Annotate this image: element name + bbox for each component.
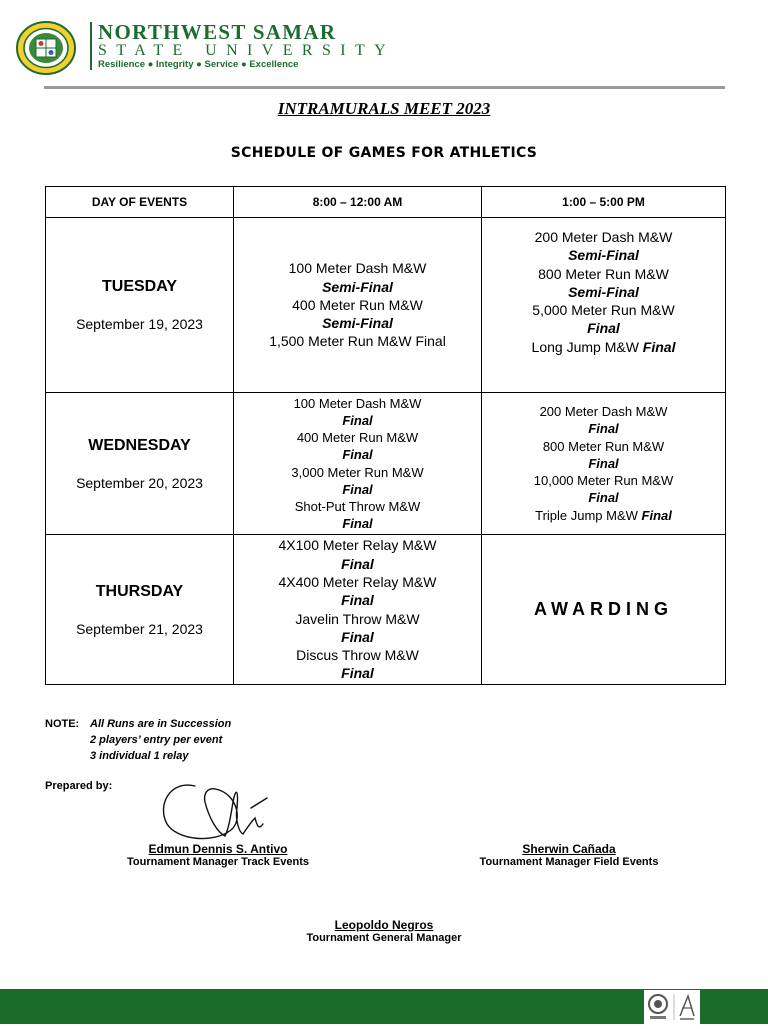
event-line: Javelin Throw M&W — [295, 610, 420, 627]
morning-events-cell — [234, 393, 482, 535]
event-stage: Final — [341, 592, 374, 609]
signatory-role: Tournament Manager Track Events — [127, 856, 309, 868]
event-line — [482, 507, 725, 524]
event-line: 200 Meter Dash M&W — [534, 229, 673, 245]
event-stage: Final — [341, 555, 374, 572]
note-label: NOTE: — [45, 718, 80, 730]
event-line: 800 Meter Run M&W — [538, 265, 669, 282]
event-name: Triple Jump M&W — [535, 507, 638, 523]
prepared-by-label: Prepared by: — [45, 780, 113, 792]
certification-logos — [644, 990, 700, 1024]
morning-events-cell — [234, 535, 482, 685]
event-stage: Final — [588, 490, 619, 506]
day-cell — [46, 535, 234, 685]
day-cell — [46, 393, 234, 535]
event-stage: Final — [641, 507, 672, 523]
event-stage: Final — [342, 447, 373, 463]
table-row — [46, 393, 726, 535]
signatory-field — [458, 842, 680, 868]
awarding-label: AWARDING — [534, 599, 673, 619]
table-row — [46, 535, 726, 685]
header-afternoon: 1:00 – 5:00 PM — [482, 187, 726, 218]
event-stage: Semi-Final — [568, 247, 639, 264]
university-motto: Resilience ● Integrity ● Service ● Excellence — [98, 59, 299, 70]
event-line: 10,000 Meter Run M&W — [533, 473, 674, 489]
event-line — [482, 338, 725, 356]
event-line: Shot-Put Throw M&W — [294, 498, 421, 514]
day-name: WEDNESDAY — [88, 436, 191, 454]
afternoon-events-cell — [482, 393, 726, 535]
event-stage: Final — [588, 455, 619, 471]
day-date: September 19, 2023 — [76, 316, 203, 332]
signatory-name: Leopoldo Negros — [334, 918, 434, 932]
event-line: 400 Meter Run M&W — [292, 296, 423, 313]
event-line: 5,000 Meter Run M&W — [532, 302, 675, 319]
university-seal-logo — [16, 21, 76, 75]
signatory-name: Edmun Dennis S. Antivo — [148, 842, 288, 856]
signatory-track — [108, 842, 328, 868]
morning-events-cell — [234, 218, 482, 393]
header-divider — [90, 22, 92, 70]
signatory-role: Tournament General Manager — [306, 932, 462, 944]
signature-image — [155, 778, 270, 844]
note-line: 3 individual 1 relay — [90, 750, 189, 762]
afternoon-events-cell — [482, 218, 726, 393]
header-morning: 8:00 – 12:00 AM — [234, 187, 482, 218]
header-day: DAY OF EVENTS — [46, 187, 234, 218]
event-line: 1,500 Meter Run M&W Final — [269, 333, 446, 350]
event-stage: Semi-Final — [568, 283, 639, 300]
event-stage: Final — [342, 516, 373, 532]
event-line: 200 Meter Dash M&W — [539, 404, 668, 420]
day-date: September 21, 2023 — [76, 620, 203, 637]
header-rule — [44, 86, 725, 89]
event-stage: Final — [587, 320, 620, 337]
table-header-row — [46, 187, 726, 218]
university-name-block — [98, 22, 398, 71]
note-line: 2 players’ entry per event — [90, 734, 223, 746]
event-stage: Final — [341, 665, 374, 682]
schedule-table — [45, 186, 726, 685]
event-stage: Final — [342, 481, 373, 497]
signatory-role: Tournament Manager Field Events — [479, 856, 659, 868]
event-stage: Semi-Final — [322, 278, 393, 295]
document-title: INTRAMURALS MEET 2023 — [277, 99, 491, 118]
event-line: 3,000 Meter Run M&W — [291, 464, 424, 480]
note-lines — [90, 716, 231, 764]
event-line: 100 Meter Dash M&W — [288, 260, 427, 277]
event-stage: Final — [341, 628, 374, 645]
event-line: 800 Meter Run M&W — [542, 438, 665, 454]
note-block — [45, 716, 232, 762]
day-name: THURSDAY — [95, 582, 184, 600]
afternoon-events-cell — [482, 535, 726, 685]
day-name: TUESDAY — [102, 278, 177, 295]
signatory-name: Sherwin Cañada — [522, 842, 616, 856]
event-stage: Semi-Final — [322, 315, 393, 332]
event-stage: Final — [588, 421, 619, 437]
university-name: NORTHWEST SAMAR — [98, 20, 337, 44]
event-line: Discus Throw M&W — [296, 647, 419, 664]
event-line: 4X400 Meter Relay M&W — [278, 573, 437, 590]
day-date: September 20, 2023 — [76, 474, 203, 491]
document-subtitle: SCHEDULE OF GAMES FOR ATHLETICS — [230, 145, 538, 161]
event-line: 100 Meter Dash M&W — [293, 395, 422, 411]
signatory-general — [274, 918, 494, 944]
university-type: STATE UNIVERSITY — [98, 42, 396, 59]
note-line: All Runs are in Succession — [90, 718, 232, 730]
table-row — [46, 218, 726, 393]
event-stage: Final — [642, 338, 676, 355]
event-stage: Final — [342, 412, 373, 428]
event-line: 4X100 Meter Relay M&W — [278, 537, 437, 554]
event-line: 400 Meter Run M&W — [296, 430, 419, 446]
day-cell — [46, 218, 234, 393]
event-name: Long Jump M&W — [531, 338, 639, 355]
